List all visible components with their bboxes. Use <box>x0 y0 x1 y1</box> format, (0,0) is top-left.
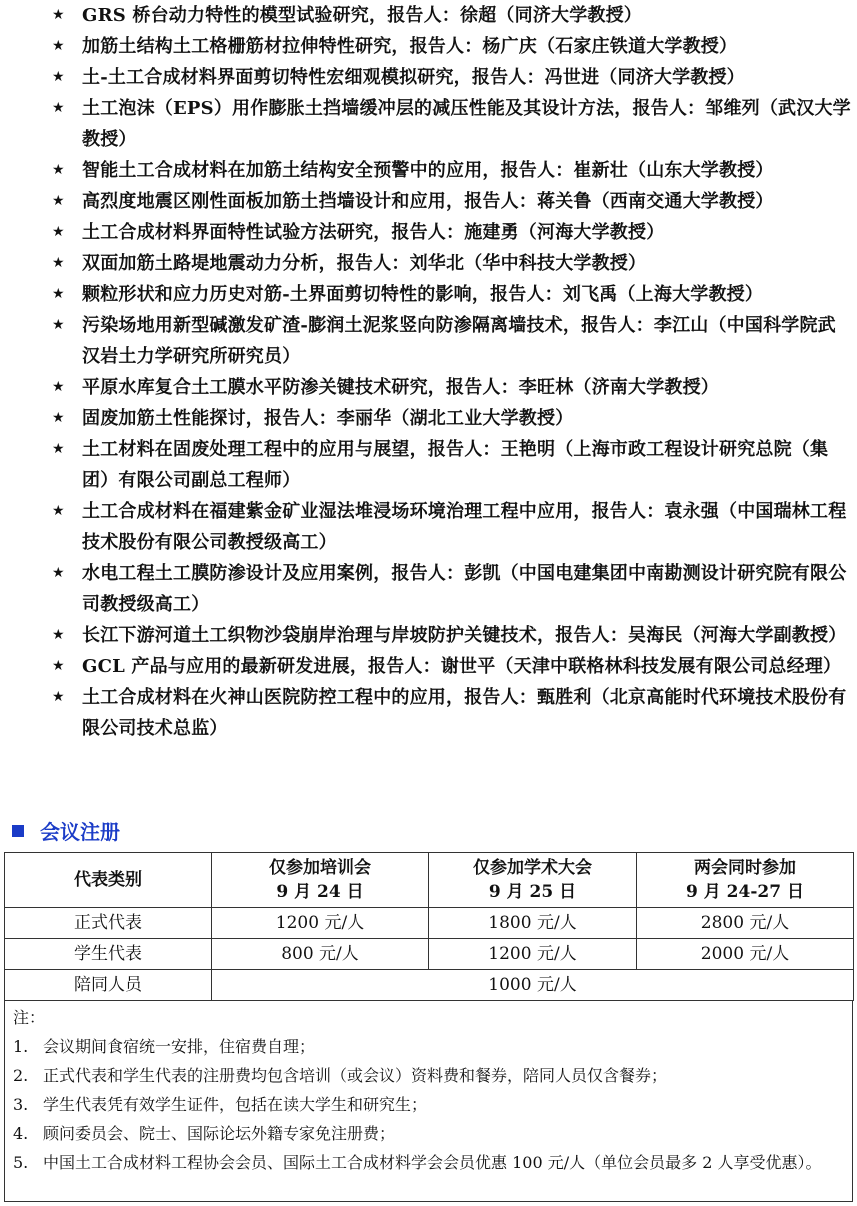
row-label: 正式代表 <box>5 908 212 939</box>
notes-label: 注： <box>13 1008 46 1027</box>
talk-text: 污染场地用新型碱激发矿渣-膨润土泥浆竖向防渗隔离墙技术，报告人：李江山（中国科学院武汉岩土力学研究所研究员） <box>82 315 836 367</box>
fee-cell: 800 元/人 <box>212 939 429 970</box>
note-number: 3. <box>13 1095 29 1114</box>
note-number: 2. <box>13 1066 29 1085</box>
table-row <box>5 908 854 939</box>
fee-cell: 2800 元/人 <box>637 908 854 939</box>
fee-cell: 1200 元/人 <box>212 908 429 939</box>
fee-cell: 2000 元/人 <box>637 939 854 970</box>
talk-text: 长江下游河道土工织物沙袋崩岸治理与岸坡防护关键技术，报告人：吴海民（河海大学副教授） <box>82 625 847 646</box>
star-icon: ★ <box>52 224 65 240</box>
star-icon: ★ <box>52 100 65 116</box>
star-icon: ★ <box>52 193 65 209</box>
header-both <box>637 853 854 908</box>
talk-item <box>0 0 857 31</box>
talk-item <box>0 31 857 62</box>
note-text: 会议期间食宿统一安排，住宿费自理； <box>43 1037 316 1056</box>
star-icon: ★ <box>52 317 65 333</box>
header-line: 仅参加培训会 <box>269 858 371 878</box>
talk-text: 颗粒形状和应力历史对筋-土界面剪切特性的影响，报告人：刘飞禹（上海大学教授） <box>82 284 764 305</box>
note-item <box>5 1090 852 1119</box>
talk-text: 土工合成材料界面特性试验方法研究，报告人：施建勇（河海大学教授） <box>82 222 665 243</box>
talk-item <box>0 558 857 620</box>
row-label: 学生代表 <box>5 939 212 970</box>
note-number: 4. <box>13 1124 29 1143</box>
talk-text: 加筋土结构土工格栅筋材拉伸特性研究，报告人：杨广庆（石家庄铁道大学教授） <box>82 36 738 57</box>
header-conference-only <box>429 853 637 908</box>
star-icon: ★ <box>52 38 65 54</box>
talk-item <box>0 651 857 682</box>
talk-text: 智能土工合成材料在加筋土结构安全预警中的应用，报告人：崔新壮（山东大学教授） <box>82 160 774 181</box>
talk-item <box>0 93 857 155</box>
talk-item <box>0 248 857 279</box>
note-item <box>5 1061 852 1090</box>
header-training-only <box>212 853 429 908</box>
fee-cell: 1000 元/人 <box>212 970 854 1001</box>
talk-text: 水电工程土工膜防渗设计及应用案例，报告人：彭凯（中国电建集团中南勘测设计研究院有限公司教授级高工） <box>82 563 847 615</box>
note-item <box>5 1119 852 1148</box>
talk-item <box>0 217 857 248</box>
table-row <box>5 939 854 970</box>
star-icon: ★ <box>52 627 65 643</box>
talk-text: 土工合成材料在火神山医院防控工程中的应用，报告人：甄胜利（北京高能时代环境技术股份有限公司技术总监） <box>82 687 847 739</box>
star-icon: ★ <box>52 565 65 581</box>
talk-item <box>0 434 857 496</box>
fee-cell: 1200 元/人 <box>429 939 637 970</box>
star-icon: ★ <box>52 7 65 23</box>
note-text: 顾问委员会、院士、国际论坛外籍专家免注册费； <box>43 1124 396 1143</box>
section-title: 会议注册 <box>40 820 120 844</box>
talk-text: GCL 产品与应用的最新研发进展，报告人：谢世平（天津中联格林科技发展有限公司总经理） <box>82 656 842 677</box>
talk-text: 土工合成材料在福建紫金矿业湿法堆浸场环境治理工程中应用，报告人：袁永强（中国瑞林工程技术股份有限公司教授级高工） <box>82 501 847 553</box>
talk-text: 平原水库复合土工膜水平防渗关键技术研究，报告人：李旺林（济南大学教授） <box>82 377 719 398</box>
talk-item <box>0 682 857 744</box>
header-date: 9 月 24-27 日 <box>686 882 804 902</box>
note-text: 正式代表和学生代表的注册费均包含培训（或会议）资料费和餐券，陪同人员仅含餐券； <box>43 1066 668 1085</box>
star-icon: ★ <box>52 441 65 457</box>
talk-text: 高烈度地震区刚性面板加筋土挡墙设计和应用，报告人：蒋关鲁（西南交通大学教授） <box>82 191 774 212</box>
star-icon: ★ <box>52 689 65 705</box>
note-text: 中国土工合成材料工程协会会员、国际土工合成材料学会会员优惠 100 元/人（单位会员最多 2 人享受优惠）。 <box>43 1153 822 1172</box>
talk-item <box>0 496 857 558</box>
square-bullet-icon <box>12 825 24 837</box>
star-icon: ★ <box>52 379 65 395</box>
star-icon: ★ <box>52 255 65 271</box>
table-header-row <box>5 853 854 908</box>
talk-text: 土工材料在固废处理工程中的应用与展望，报告人：王艳明（上海市政工程设计研究总院（集团）有限公司副总工程师） <box>82 439 829 491</box>
note-number: 5. <box>13 1153 29 1172</box>
star-icon: ★ <box>52 286 65 302</box>
talk-text: 固废加筋土性能探讨，报告人：李丽华（湖北工业大学教授） <box>82 408 574 429</box>
note-item <box>5 1032 852 1061</box>
talk-text: 土工泡沫（EPS）用作膨胀土挡墙缓冲层的减压性能及其设计方法，报告人：邹维列（武汉大学教授） <box>82 98 851 150</box>
talk-item <box>0 155 857 186</box>
talk-item <box>0 186 857 217</box>
talk-item <box>0 620 857 651</box>
header-line: 仅参加学术大会 <box>473 858 592 878</box>
talk-text: GRS 桥台动力特性的模型试验研究，报告人：徐超（同济大学教授） <box>82 5 642 26</box>
table-row <box>5 970 854 1001</box>
talk-item <box>0 279 857 310</box>
star-icon: ★ <box>52 410 65 426</box>
talk-text: 土-土工合成材料界面剪切特性宏细观模拟研究，报告人：冯世进（同济大学教授） <box>82 67 745 88</box>
note-text: 学生代表凭有效学生证件，包括在读大学生和研究生； <box>43 1095 428 1114</box>
row-label: 陪同人员 <box>5 970 212 1001</box>
star-icon: ★ <box>52 69 65 85</box>
section-heading <box>12 816 120 848</box>
notes-box <box>4 1001 853 1202</box>
header-date: 9 月 24 日 <box>276 882 364 902</box>
talk-item <box>0 372 857 403</box>
note-number: 1. <box>13 1037 29 1056</box>
star-icon: ★ <box>52 658 65 674</box>
talk-text: 双面加筋土路堤地震动力分析，报告人：刘华北（华中科技大学教授） <box>82 253 647 274</box>
talk-item <box>0 403 857 434</box>
star-icon: ★ <box>52 503 65 519</box>
fee-cell: 1800 元/人 <box>429 908 637 939</box>
star-icon: ★ <box>52 162 65 178</box>
header-line: 两会同时参加 <box>694 858 796 878</box>
header-date: 9 月 25 日 <box>488 882 577 902</box>
talk-item <box>0 310 857 372</box>
talk-item <box>0 62 857 93</box>
header-category: 代表类别 <box>5 853 212 908</box>
note-item <box>5 1148 852 1177</box>
registration-fee-table <box>4 852 854 1001</box>
